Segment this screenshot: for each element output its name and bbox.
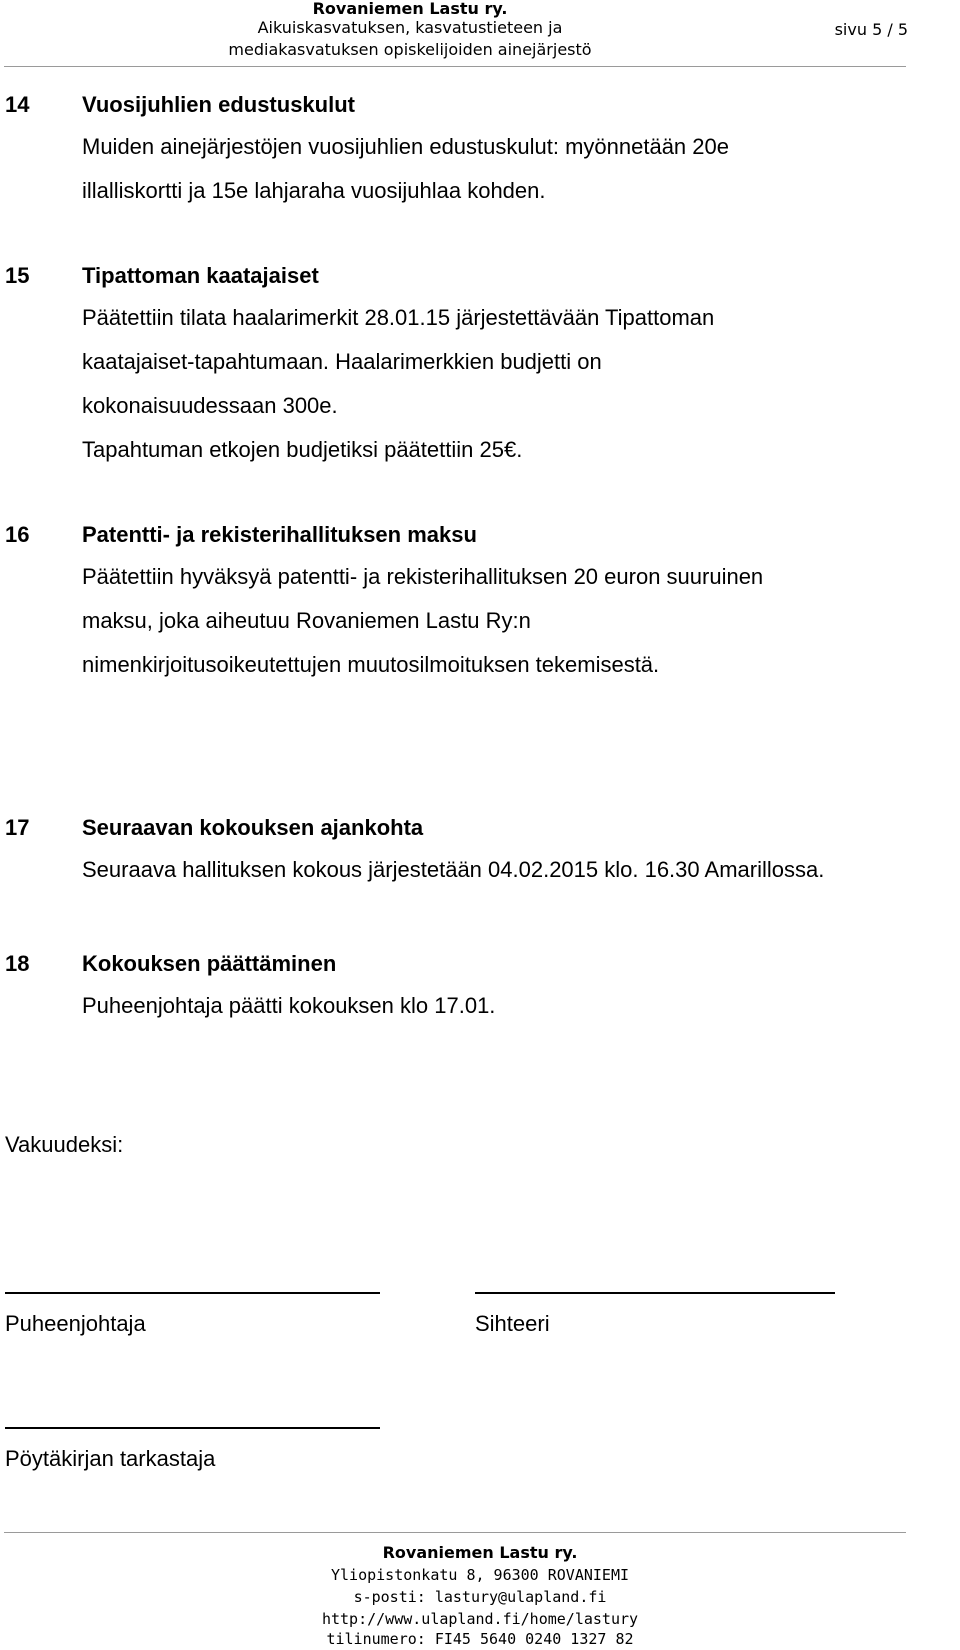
body-line: Puheenjohtaja päätti kokouksen klo 17.01. [82,993,496,1018]
body-line: Päätettiin tilata haalarimerkit 28.01.15 järjestettävään Tipattoman [82,305,715,330]
body-line: kokonaisuudessaan 300e. [82,393,338,418]
secretary-signature-label: Sihteeri [475,1311,550,1336]
section-number: 15 [5,263,30,288]
section-body [82,296,714,472]
chair-signature-line [5,1292,380,1294]
section-title: Vuosijuhlien edustuskulut [82,92,355,117]
section-body [82,984,495,1028]
header-subtitle-line2: mediakasvatuksen opiskelijoiden ainejärjestö [228,40,592,59]
body-line: nimenkirjoitusoikeutettujen muutosilmoituksen tekemisestä. [82,652,660,677]
page-indicator: sivu 5 / 5 [834,20,908,39]
header-subtitle-line1: Aikuiskasvatuksen, kasvatustieteen ja [257,18,563,37]
header-divider [4,66,906,67]
section-number: 18 [5,951,30,976]
section-title: Seuraavan kokouksen ajankohta [82,815,424,840]
body-line: illalliskortti ja 15e lahjaraha vuosijuhlaa kohden. [82,178,546,203]
inspector-signature-label: Pöytäkirjan tarkastaja [5,1446,216,1471]
body-line: Tapahtuman etkojen budjetiksi päätettiin 25€. [82,437,523,462]
footer-address: Yliopistonkatu 8, 96300 ROVANIEMI [330,1566,629,1584]
section-title: Kokouksen päättäminen [82,951,337,976]
section-number: 14 [5,92,30,117]
section-number: 17 [5,815,30,840]
section-body [82,555,763,687]
chair-signature-label: Puheenjohtaja [5,1311,146,1336]
attestation-label: Vakuudeksi: [5,1132,124,1157]
footer-organization: Rovaniemen Lastu ry. [382,1543,578,1562]
footer-divider [4,1532,906,1533]
footer-email: s-posti: lastury@ulapland.fi [353,1588,607,1606]
body-line: maksu, joka aiheutuu Rovaniemen Lastu Ry:n [82,608,531,633]
body-line: Muiden ainejärjestöjen vuosijuhlien edustuskulut: myönnetään 20e [82,134,729,159]
body-line: Päätettiin hyväksyä patentti- ja rekisterihallituksen 20 euron suuruinen [82,564,764,589]
section-title: Patentti- ja rekisterihallituksen maksu [82,522,477,547]
footer-website: http://www.ulapland.fi/home/lastury [321,1610,639,1628]
inspector-signature-line [5,1427,380,1429]
section-title: Tipattoman kaatajaiset [82,263,319,288]
header-organization: Rovaniemen Lastu ry. [312,0,508,18]
secretary-signature-line [475,1292,835,1294]
section-body [82,848,824,892]
body-line: kaatajaiset-tapahtumaan. Haalarimerkkien budjetti on [82,349,602,374]
section-number: 16 [5,522,30,547]
section-body [82,125,729,213]
body-line: Seuraava hallituksen kokous järjestetään 04.02.2015 klo. 16.30 Amarillossa. [82,857,825,882]
footer-account: tilinumero: FI45 5640 0240 1327 82 [326,1630,634,1648]
